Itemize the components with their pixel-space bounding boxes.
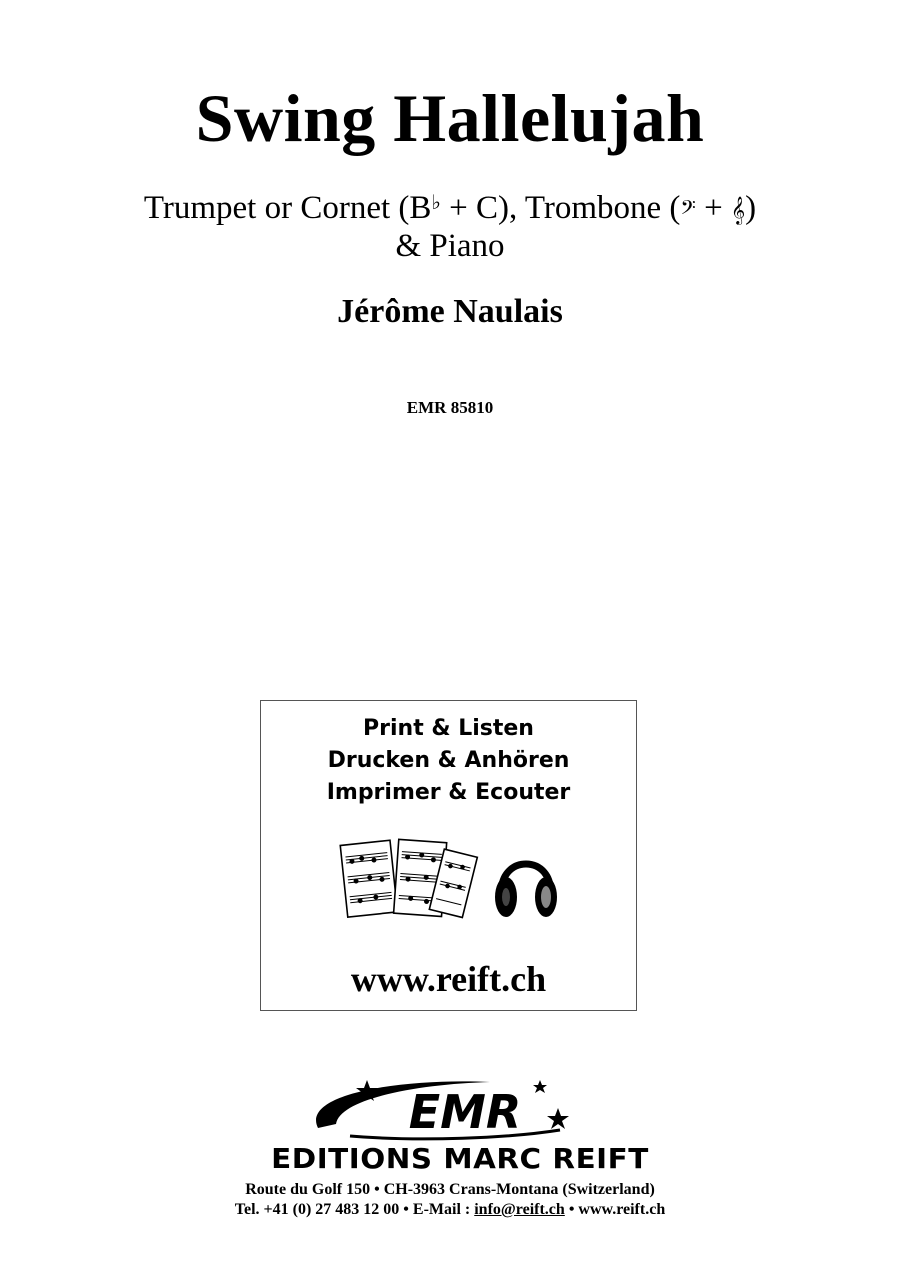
promo-line-french: Imprimer & Ecouter [326,780,571,805]
headphones-icon [495,864,557,917]
instrumentation-text-a: Trumpet or Cornet (B [143,190,432,226]
contact-suffix: • www.reift.ch [564,1201,666,1218]
email-link[interactable]: info@reift.ch [474,1201,565,1218]
publisher-address: Route du Golf 150 • CH-3963 Crans-Montana (Switzerland) [245,1181,655,1198]
promo-icons [336,835,566,927]
composer-name: Jérôme Naulais [337,293,563,330]
instrumentation-line2: & Piano [395,228,505,264]
publisher-address-block [0,1180,900,1220]
page-title: Swing Hallelujah [195,80,705,156]
publisher-name: EDITIONS MARC REIFT [271,1142,649,1175]
promo-website-link[interactable]: www.reift.ch [350,959,547,999]
promo-line-german: Drucken & Anhören [327,748,570,773]
print-listen-box [260,700,637,1011]
instrumentation-plus: + [695,190,731,226]
publisher-contact [0,1200,900,1220]
catalog-number: EMR 85810 [406,398,494,417]
bass-clef-icon: 𝄢 [680,196,696,224]
promo-line-english: Print & Listen [363,716,534,741]
logo-mark: EMR [408,1085,522,1139]
instrumentation-text-c: ) [745,190,757,226]
instrumentation [0,184,900,264]
instrumentation-text-b: + C), Trombone ( [440,190,681,226]
contact-prefix: Tel. +41 (0) 27 483 12 00 • E-Mail : [234,1201,475,1218]
treble-clef-icon: 𝄞 [730,196,746,224]
sheet-music-icon [340,839,477,917]
flat-symbol: ♭ [431,190,441,214]
